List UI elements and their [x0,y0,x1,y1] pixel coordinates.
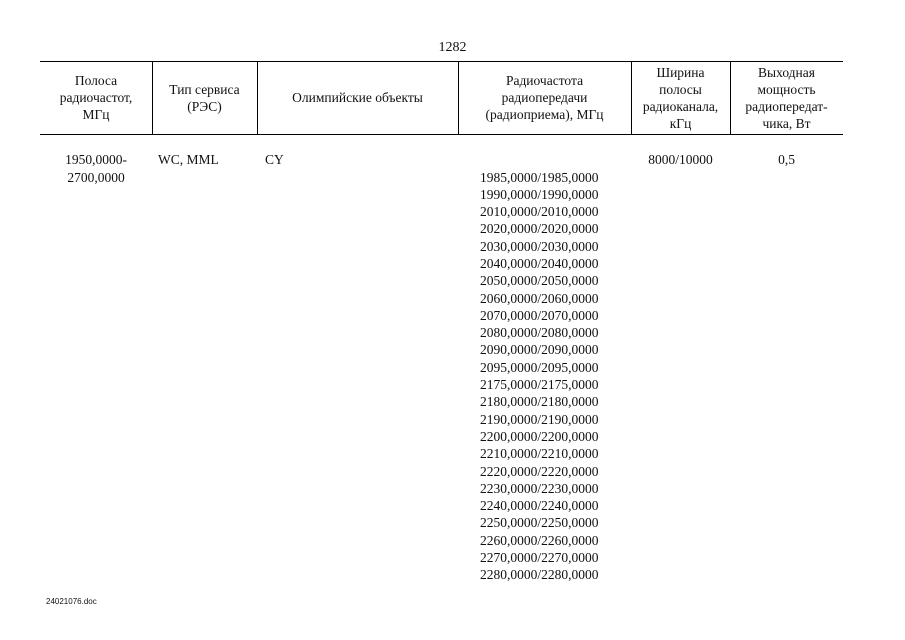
header-frequency: Радиочастота радиопередачи (радиоприема), МГц [485,73,604,122]
frequency-item: 2095,0000/2095,0000 [480,359,599,375]
header-olympic-objects: Олимпийские объекты [292,90,423,105]
frequency-item: 2200,0000/2200,0000 [480,428,599,444]
frequency-item: 2260,0000/2260,0000 [480,532,599,548]
frequency-item: 2210,0000/2210,0000 [480,446,599,462]
cell-power: 0,5 [778,152,795,167]
cell-bandwidth: 8000/10000 [648,152,713,167]
cell-service-type: WC, MML [158,152,219,167]
frequency-item: 2050,0000/2050,0000 [480,273,599,289]
page-number: 1282 [438,40,467,55]
document-filename: 24021076.doc [46,597,97,606]
frequency-item: 2270,0000/2270,0000 [480,550,599,566]
frequency-item: 2020,0000/2020,0000 [480,221,599,237]
frequency-item: 2230,0000/2230,0000 [480,480,599,496]
header-power: Выходная мощность радиопередат- чика, Вт [745,64,828,131]
frequency-item: 2190,0000/2190,0000 [480,411,599,427]
cell-olympic-objects: CY [265,152,284,167]
frequency-item: 2090,0000/2090,0000 [480,342,599,358]
frequency-list [480,169,599,584]
frequency-item: 2175,0000/2175,0000 [480,377,599,393]
frequency-item: 2070,0000/2070,0000 [480,307,599,323]
header-band: Полоса радиочастот, МГц [59,73,133,122]
header-service-type: Тип сервиса (РЭС) [169,81,240,114]
frequency-item: 1985,0000/1985,0000 [480,169,599,185]
frequency-item: 2250,0000/2250,0000 [480,515,599,531]
cell-frequencies [480,151,599,601]
frequency-item: 2010,0000/2010,0000 [480,204,599,220]
frequency-item: 1990,0000/1990,0000 [480,186,599,202]
cell-band: 1950,0000- 2700,0000 [65,152,127,185]
table-header-bottom-rule [40,134,843,135]
frequency-item: 2040,0000/2040,0000 [480,255,599,271]
header-bandwidth: Ширина полосы радиоканала, кГц [642,64,719,131]
frequency-item: 2280,0000/2280,0000 [480,567,599,583]
frequency-item: 2180,0000/2180,0000 [480,394,599,410]
frequency-item: 2220,0000/2220,0000 [480,463,599,479]
frequency-item: 2060,0000/2060,0000 [480,290,599,306]
frequency-item: 2240,0000/2240,0000 [480,498,599,514]
frequency-item: 2030,0000/2030,0000 [480,238,599,254]
frequency-item: 2080,0000/2080,0000 [480,325,599,341]
